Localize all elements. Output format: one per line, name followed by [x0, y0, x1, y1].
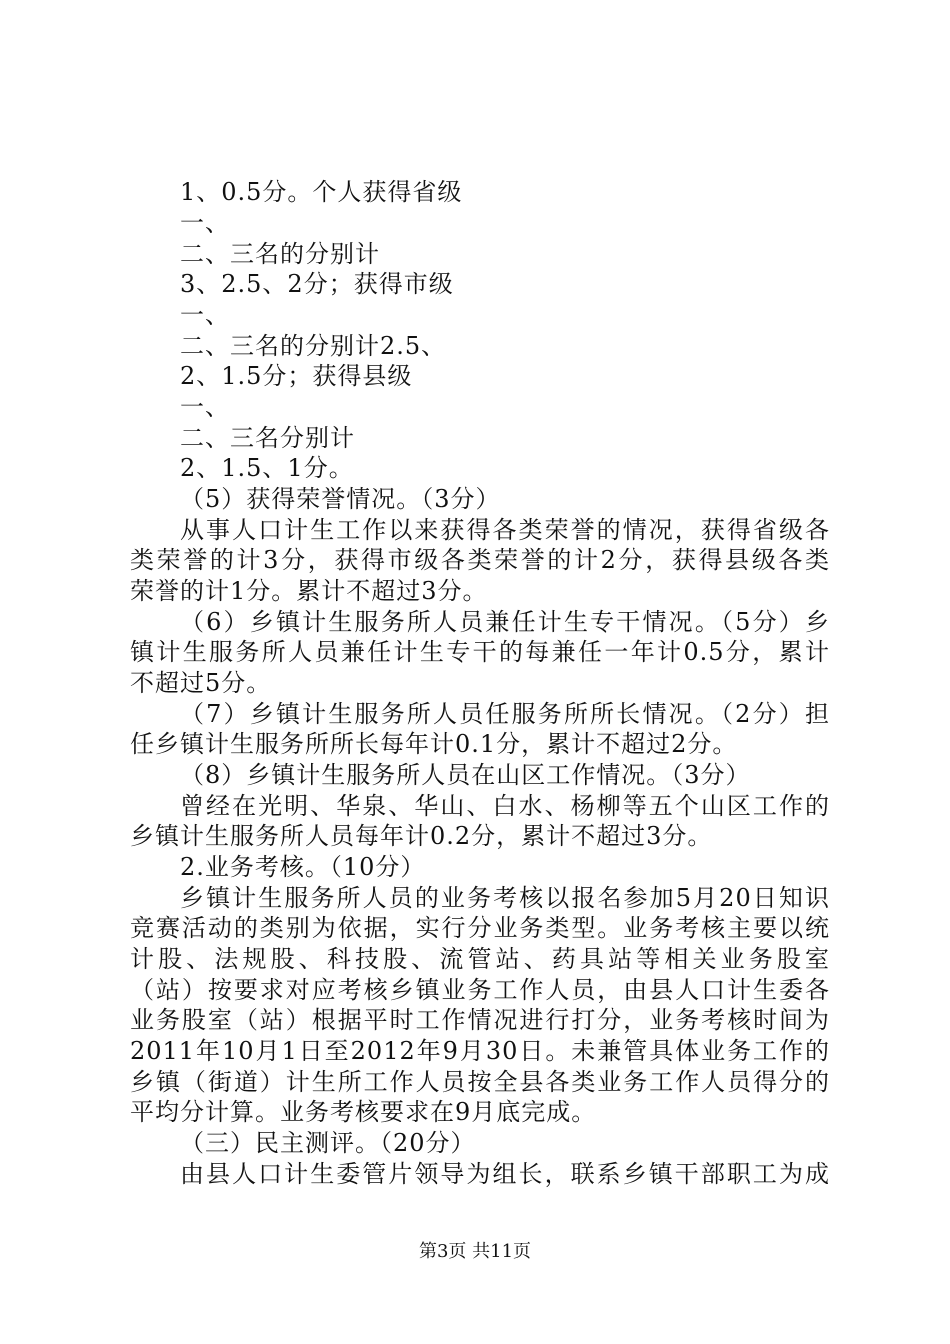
- text-line: 从事人口计生工作以来获得各类荣誉的情况，获得省级各: [180, 516, 830, 544]
- text-line: 乡镇计生服务所人员的业务考核以报名参加5月20日知识: [180, 884, 830, 912]
- section-heading: （8）乡镇计生服务所人员在山区工作情况。（3分）: [180, 761, 751, 789]
- text-line: 二、三名的分别计: [180, 240, 380, 268]
- text-line: 任乡镇计生服务所所长每年计0.1分，累计不超过2分。: [130, 730, 738, 758]
- text-line: 一、: [180, 209, 230, 237]
- text-line: 1、0.5分。个人获得省级: [180, 178, 463, 206]
- text-line: 一、: [180, 301, 230, 329]
- text-line: 平均分计算。业务考核要求在9月底完成。: [130, 1098, 597, 1126]
- section-heading: 2.业务考核。（10分）: [180, 853, 426, 881]
- text-line: 乡镇计生服务所人员每年计0.2分，累计不超过3分。: [130, 822, 713, 850]
- text-line: 3、2.5、2分；获得市级: [180, 270, 454, 298]
- text-line: 2、1.5分；获得县级: [180, 362, 413, 390]
- text-line: 由县人口计生委管片领导为组长，联系乡镇干部职工为成: [180, 1160, 830, 1188]
- text-line: 镇计生服务所人员兼任计生专干的每兼任一年计0.5分，累计: [130, 638, 830, 666]
- text-line: 不超过5分。: [130, 669, 272, 697]
- text-line: （站）按要求对应考核乡镇业务工作人员，由县人口计生委各: [130, 976, 830, 1004]
- text-line: 业务股室（站）根据平时工作情况进行打分，业务考核时间为: [130, 1006, 830, 1034]
- section-heading: （6）乡镇计生服务所人员兼任计生专干情况。（5分）乡: [180, 608, 830, 636]
- section-heading: （三）民主测评。（20分）: [180, 1129, 476, 1157]
- text-line: 计股、法规股、科技股、流管站、药具站等相关业务股室: [130, 945, 830, 973]
- text-line: 2011年10月1日至2012年9月30日。未兼管具体业务工作的: [130, 1037, 830, 1065]
- text-line: 荣誉的计1分。累计不超过3分。: [130, 577, 488, 605]
- text-line: 竞赛活动的类别为依据，实行分业务类型。业务考核主要以统: [130, 914, 830, 942]
- text-line: 2、1.5、1分。: [180, 454, 354, 482]
- section-heading: （7）乡镇计生服务所人员任服务所所长情况。（2分）担: [180, 700, 830, 728]
- text-line: 一、: [180, 393, 230, 421]
- text-line: 二、三名的分别计2.5、: [180, 332, 447, 360]
- page-number-footer: 第3页 共11页: [418, 1241, 532, 1262]
- text-line: 乡镇（街道）计生所工作人员按全县各类业务工作人员得分的: [130, 1068, 830, 1096]
- section-heading: （5）获得荣誉情况。（3分）: [180, 485, 501, 513]
- text-line: 二、三名分别计: [180, 424, 355, 452]
- text-line: 曾经在光明、华泉、华山、白水、杨柳等五个山区工作的: [180, 792, 830, 820]
- text-line: 类荣誉的计3分，获得市级各类荣誉的计2分，获得县级各类: [130, 546, 830, 574]
